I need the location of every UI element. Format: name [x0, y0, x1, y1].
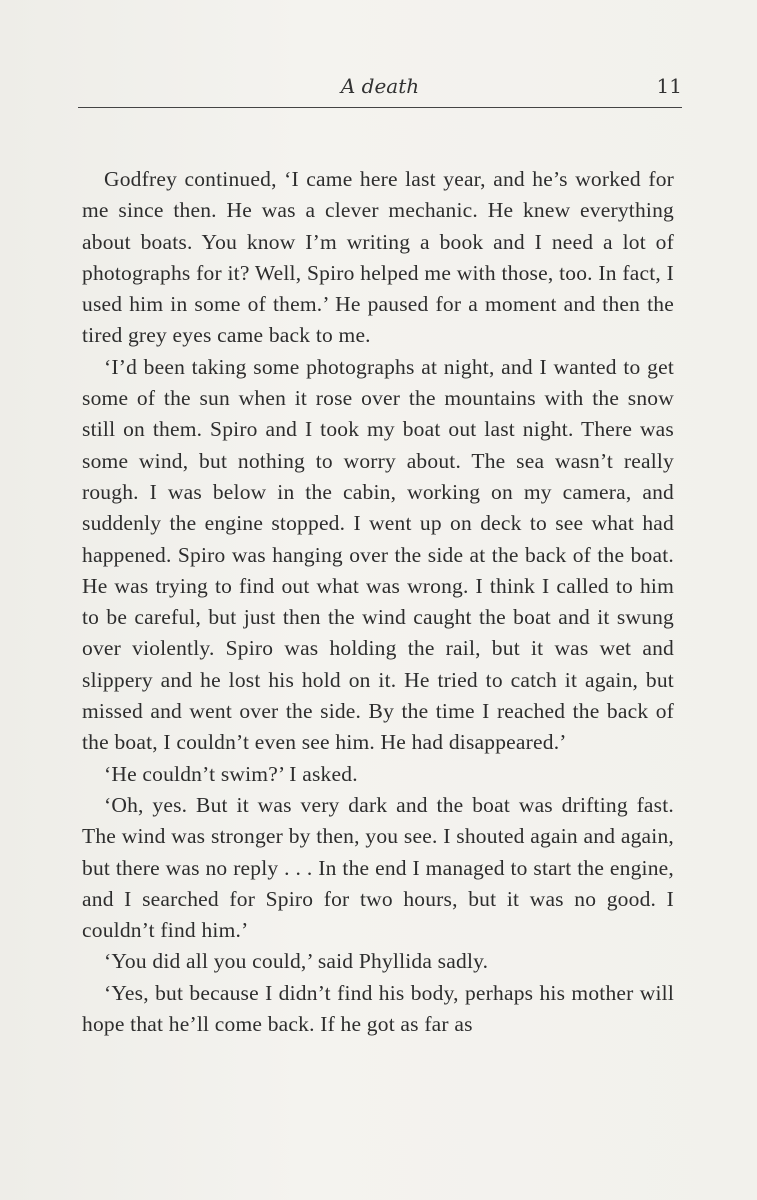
chapter-title: A death [340, 74, 420, 98]
header-rule [78, 107, 682, 108]
running-head [78, 72, 682, 100]
paragraph: ‘Oh, yes. But it was very dark and the boat was drifting fast. The wind was stronger by then, you see. I shouted again and again, but there was no reply . . . In the end I managed to start the engine, and I searched for Spiro for two hours, but it was no good. I couldn’t find him.’ [82, 792, 674, 943]
paragraph: ‘He couldn’t swim?’ I asked. [104, 761, 358, 786]
paragraph: ‘Yes, but because I didn’t find his body, perhaps his mother will hope that he’ll come back. If he got as far as [82, 980, 674, 1037]
page-number: 11 [656, 74, 682, 98]
paragraph: ‘You did all you could,’ said Phyllida sadly. [104, 949, 489, 974]
body-text [82, 164, 674, 1040]
paragraph: ‘I’d been taking some photographs at night, and I wanted to get some of the sun when it rose over the mountains with the snow still on them. Spiro and I took my boat out last night. There was some wind, but nothing to worry about. The sea wasn’t really rough. I was below in the cabin, working on my camera, and suddenly the engine stopped. I went up on deck to see what had happened. Spiro was hanging over the side at the back of the boat. He was trying to find out what was wrong. I think I called to him to be careful, but just then the wind caught the boat and it swung over violently. Spiro was holding the rail, but it was wet and slippery and he lost his hold on it. He tried to catch it again, but missed and went over the side. By the time I reached the back of the boat, I couldn’t even see him. He had disappeared.’ [82, 354, 674, 755]
paragraph: Godfrey continued, ‘I came here last year, and he’s worked for me since then. He was a clever mechanic. He knew everything about boats. You know I’m writing a book and I need a lot of photographs for it? Well, Spiro helped me with those, too. In fact, I used him in some of them.’ He paused for a moment and then the tired grey eyes came back to me. [82, 167, 674, 348]
